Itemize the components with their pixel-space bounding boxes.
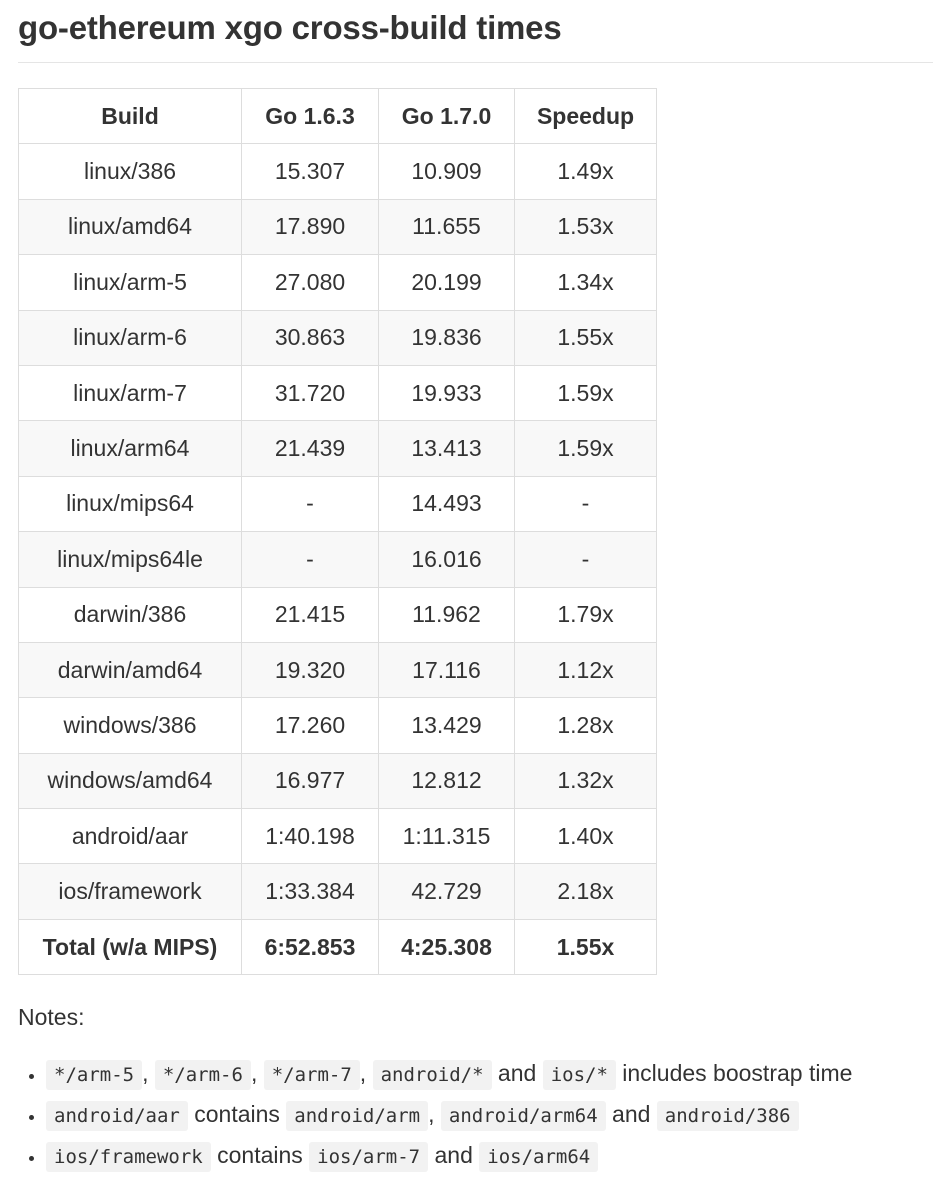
cell-speedup: 1.79x [515, 587, 657, 642]
cell-go-163: 19.320 [242, 642, 379, 697]
cell-speedup: 2.18x [515, 864, 657, 919]
cell-speedup: 1.55x [515, 310, 657, 365]
table-row [19, 753, 657, 808]
cell-go-163: 6:52.853 [242, 919, 379, 974]
cell-go-170: 16.016 [379, 532, 515, 587]
note-item [46, 1053, 951, 1094]
note-code: */arm-5 [46, 1060, 142, 1090]
note-text: , [359, 1060, 373, 1087]
note-item [46, 1094, 951, 1135]
notes-label: Notes: [18, 1004, 85, 1031]
cell-go-170: 13.413 [379, 421, 515, 476]
header-build: Build [19, 89, 242, 144]
cell-build: linux/arm-5 [19, 255, 242, 310]
cell-speedup: 1.59x [515, 365, 657, 420]
cell-go-163: 17.890 [242, 199, 379, 254]
cell-go-170: 17.116 [379, 642, 515, 697]
page-title: go-ethereum xgo cross-build times [18, 9, 562, 46]
cell-go-163: 21.415 [242, 587, 379, 642]
cell-build: darwin/386 [19, 587, 242, 642]
note-text: , [428, 1101, 441, 1128]
table-row [19, 255, 657, 310]
cell-go-163: 15.307 [242, 144, 379, 199]
note-code: android/arm [286, 1101, 428, 1131]
cell-go-163: 21.439 [242, 421, 379, 476]
cell-build: Total (w/a MIPS) [19, 919, 242, 974]
cell-speedup: 1.34x [515, 255, 657, 310]
note-code: ios/arm64 [479, 1142, 598, 1172]
cell-go-170: 19.836 [379, 310, 515, 365]
table-row [19, 310, 657, 365]
cell-go-163: 17.260 [242, 698, 379, 753]
table-header-row [19, 89, 657, 144]
cell-go-170: 20.199 [379, 255, 515, 310]
cell-build: linux/mips64le [19, 532, 242, 587]
cell-go-170: 11.962 [379, 587, 515, 642]
cell-build: ios/framework [19, 864, 242, 919]
table-row [19, 864, 657, 919]
cell-go-163: 1:40.198 [242, 809, 379, 864]
total-row [19, 919, 657, 974]
note-code: */arm-6 [155, 1060, 251, 1090]
note-code: android/arm64 [441, 1101, 606, 1131]
cell-go-163: 1:33.384 [242, 864, 379, 919]
cell-speedup: 1.32x [515, 753, 657, 808]
cell-go-170: 11.655 [379, 199, 515, 254]
table-row [19, 809, 657, 864]
note-code: android/386 [657, 1101, 799, 1131]
cell-build: linux/386 [19, 144, 242, 199]
note-text: contains [187, 1101, 287, 1128]
cell-speedup: - [515, 532, 657, 587]
cell-go-170: 13.429 [379, 698, 515, 753]
cell-speedup: 1.12x [515, 642, 657, 697]
table-row [19, 587, 657, 642]
cell-build: linux/mips64 [19, 476, 242, 531]
cell-build: linux/arm64 [19, 421, 242, 476]
table-row [19, 532, 657, 587]
note-text: and [428, 1142, 480, 1169]
cell-go-170: 19.933 [379, 365, 515, 420]
note-code: ios/arm-7 [309, 1142, 428, 1172]
table-row [19, 199, 657, 254]
header-go-163: Go 1.6.3 [242, 89, 379, 144]
cell-go-163: - [242, 532, 379, 587]
cell-build: linux/arm-7 [19, 365, 242, 420]
cell-speedup: 1.59x [515, 421, 657, 476]
table-row [19, 476, 657, 531]
cell-go-170: 4:25.308 [379, 919, 515, 974]
cell-go-163: 30.863 [242, 310, 379, 365]
note-code: */arm-7 [264, 1060, 360, 1090]
note-code: android/* [373, 1060, 492, 1090]
cell-build: android/aar [19, 809, 242, 864]
cell-go-163: 31.720 [242, 365, 379, 420]
cell-build: windows/amd64 [19, 753, 242, 808]
table-row [19, 698, 657, 753]
table-row [19, 642, 657, 697]
notes-list [18, 1053, 951, 1176]
note-text: and [605, 1101, 657, 1128]
table-row [19, 365, 657, 420]
cell-build: linux/amd64 [19, 199, 242, 254]
cell-speedup: 1.49x [515, 144, 657, 199]
cell-go-170: 10.909 [379, 144, 515, 199]
note-item [46, 1135, 951, 1176]
note-text: , [250, 1060, 264, 1087]
note-code: ios/* [543, 1060, 616, 1090]
cell-go-170: 14.493 [379, 476, 515, 531]
cell-speedup: - [515, 476, 657, 531]
cell-go-163: - [242, 476, 379, 531]
cell-go-163: 27.080 [242, 255, 379, 310]
build-times-table [18, 88, 657, 975]
cell-go-170: 42.729 [379, 864, 515, 919]
cell-speedup: 1.53x [515, 199, 657, 254]
title-divider [18, 62, 933, 63]
note-text: , [142, 1060, 155, 1087]
cell-build: darwin/amd64 [19, 642, 242, 697]
note-text: contains [210, 1142, 310, 1169]
note-code: ios/framework [46, 1142, 211, 1172]
cell-build: linux/arm-6 [19, 310, 242, 365]
cell-build: windows/386 [19, 698, 242, 753]
cell-speedup: 1.40x [515, 809, 657, 864]
header-speedup: Speedup [515, 89, 657, 144]
table-body [19, 144, 657, 975]
table-row [19, 421, 657, 476]
note-code: android/aar [46, 1101, 188, 1131]
cell-go-163: 16.977 [242, 753, 379, 808]
note-text: includes boostrap time [615, 1060, 853, 1087]
cell-speedup: 1.28x [515, 698, 657, 753]
header-go-170: Go 1.7.0 [379, 89, 515, 144]
table-row [19, 144, 657, 199]
cell-go-170: 1:11.315 [379, 809, 515, 864]
note-text: and [491, 1060, 543, 1087]
cell-go-170: 12.812 [379, 753, 515, 808]
cell-speedup: 1.55x [515, 919, 657, 974]
